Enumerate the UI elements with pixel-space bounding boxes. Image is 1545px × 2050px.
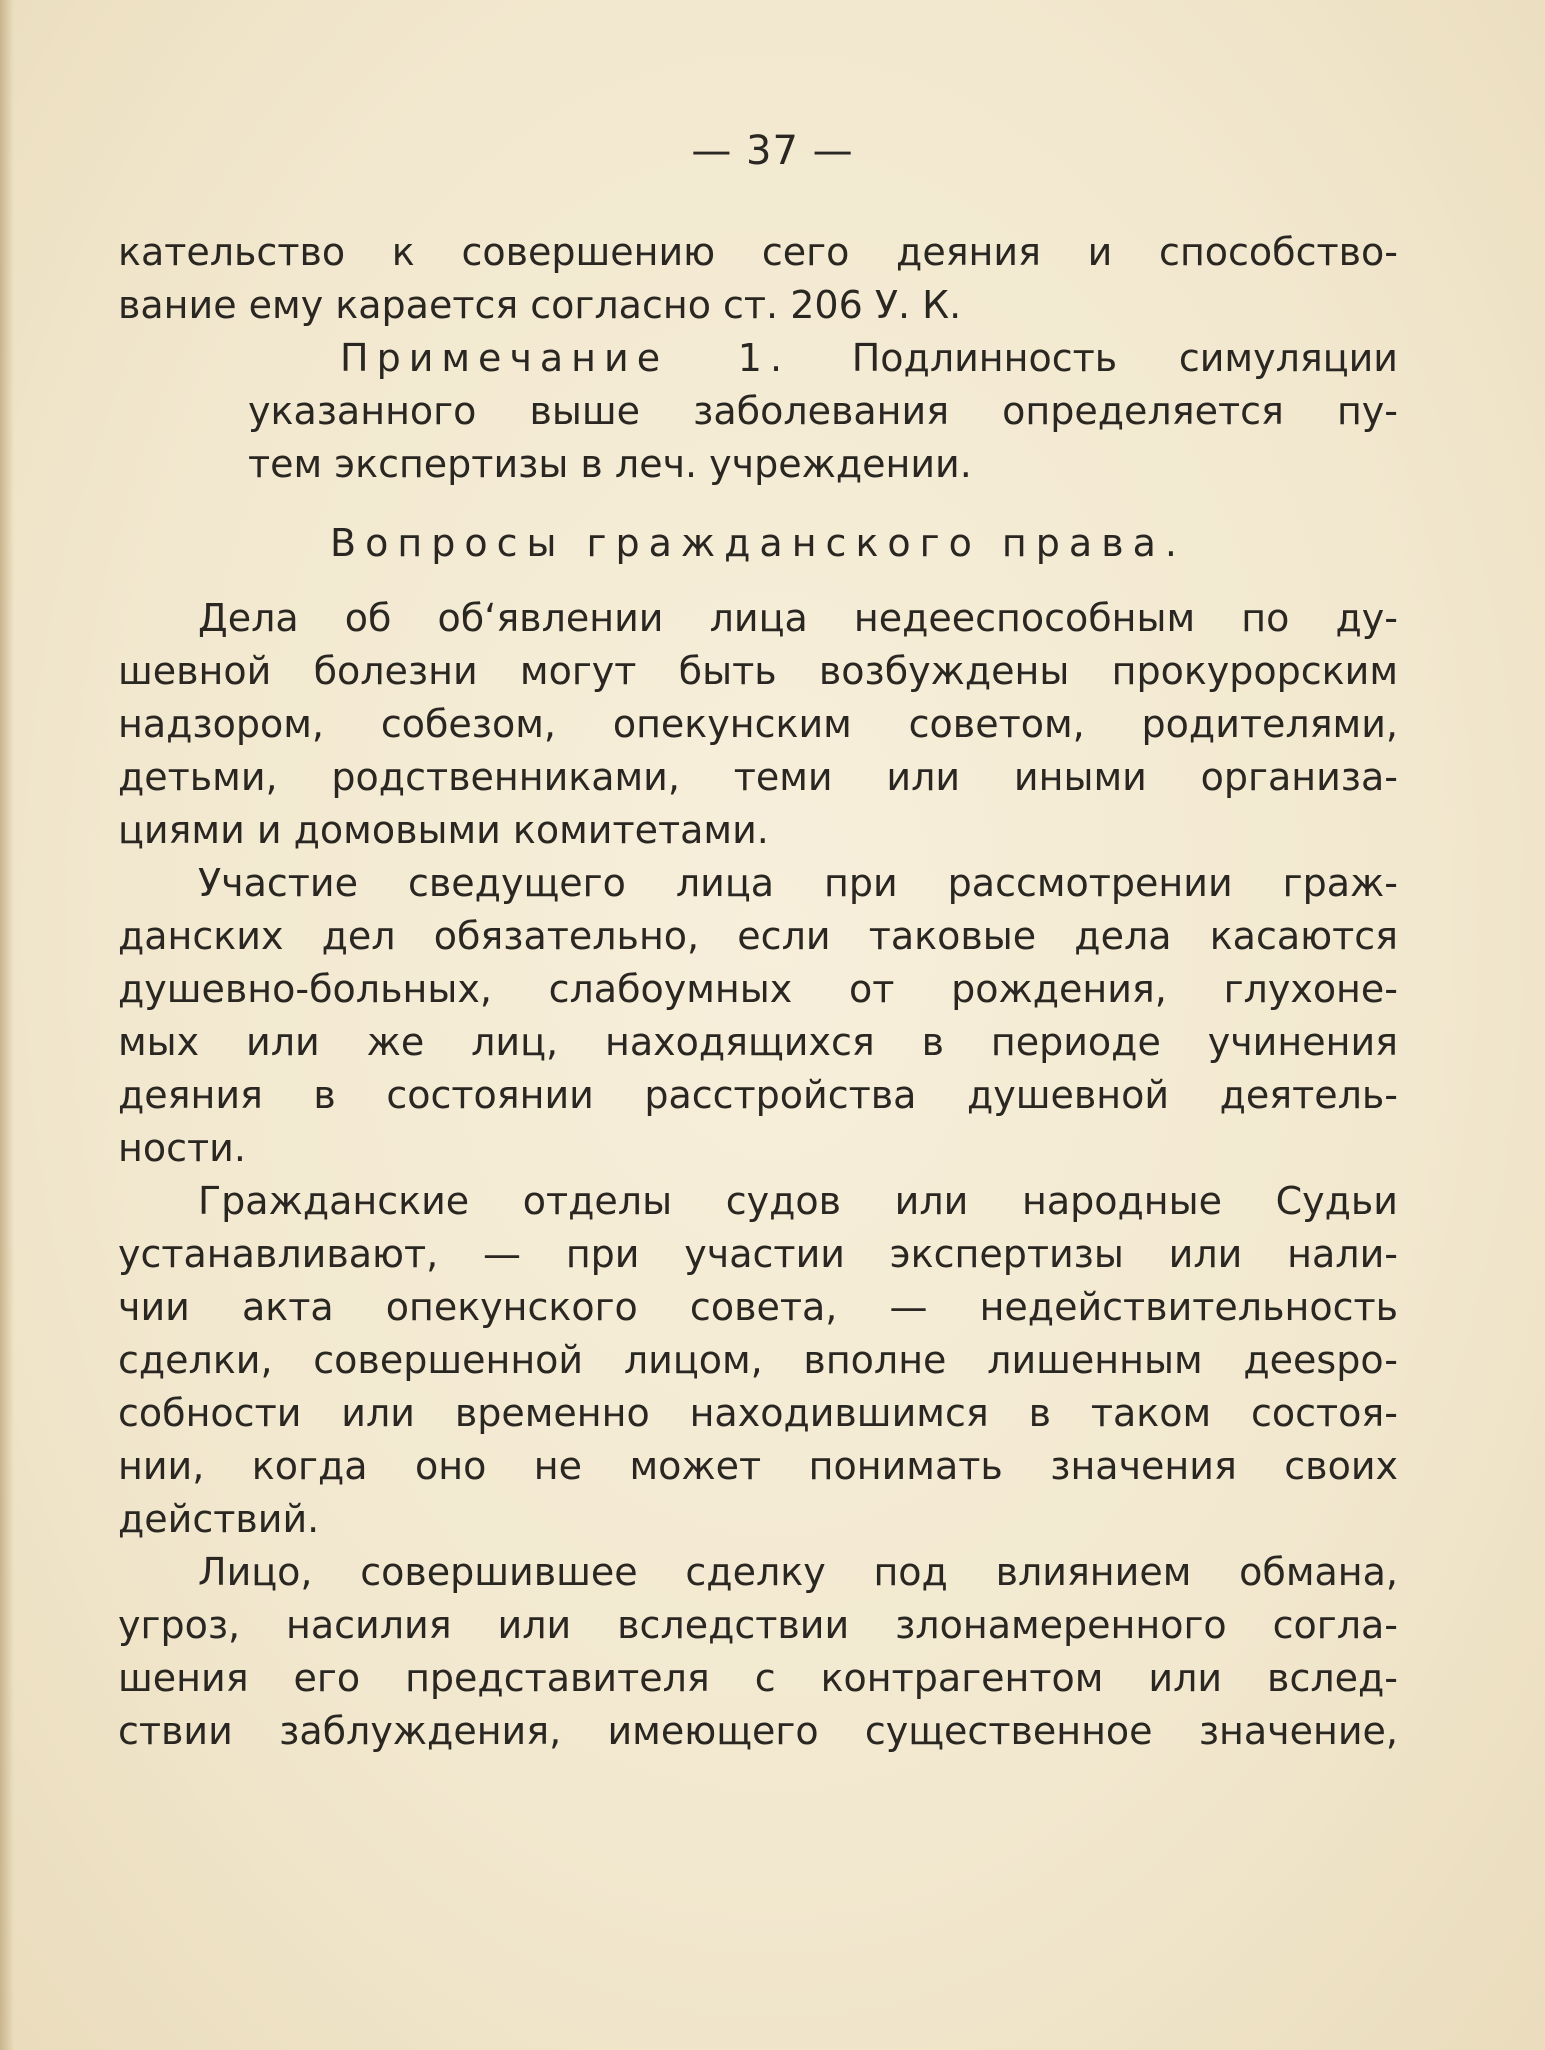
note-first-line [340,332,1398,385]
text-line: Дела об об‘явлении лица недееспособным по ду- [198,596,1398,640]
text-line: надзором, собезом, опекунским советом, родителями, [118,702,1398,746]
text-line: шения его представителя с контрагентом или вслед- [118,1656,1398,1700]
text-line: кательство к совершению сего деяния и способство- [118,230,1398,274]
text-line: мых или же лиц, находящихся в периоде учинения [118,1020,1398,1064]
text-line: сделки, совершенной лицом, вполне лишенным деespo- [118,1338,1398,1382]
paragraph [118,592,1398,857]
text-line: душевно-больных, слабоумных от рождения, глухоне- [118,967,1398,1011]
page-number: — 37 — [691,128,854,174]
note-label: Примечание 1. [340,336,791,380]
text-line: Лицо, совершившее сделку под влиянием обмана, [198,1550,1398,1594]
note-first-line-text: Подлинность симуляции [851,336,1398,380]
text-line: вание ему карается согласно ст. 206 У. К. [118,283,962,327]
text-line: угроз, насилия или вследствии злонамеренного согла- [118,1603,1398,1647]
note-line: указанного выше заболевания определяется пу- [248,389,1398,433]
paragraph [118,1546,1398,1758]
page-edge-shadow [0,0,14,2050]
text-line: ности. [118,1126,246,1170]
text-line: деяния в состоянии расстройства душевной деятель- [118,1073,1398,1117]
text-line: устанавливают, — при участии экспертизы или нали- [118,1232,1398,1276]
text-line: детьми, родственниками, теми или иными организа- [118,755,1398,799]
text-line: действий. [118,1497,320,1541]
text-line: нии, когда оно не может понимать значения своих [118,1444,1398,1488]
section-heading: Вопросы гражданского права. [330,521,1186,565]
text-line: циями и домовыми комитетами. [118,808,769,852]
text-line: ствии заблуждения, имеющего существенное значение, [118,1709,1398,1753]
text-line: Гражданские отделы судов или народные Судьи [198,1179,1398,1223]
page-text [118,226,1398,1758]
text-line: шевной болезни могут быть возбуждены прокурорским [118,649,1398,693]
text-line: Участие сведущего лица при рассмотрении граж- [198,861,1398,905]
paragraph [118,1175,1398,1546]
note-line: тем экспертизы в леч. учреждении. [248,442,972,486]
text-line: собности или временно находившимся в таком состоя- [118,1391,1398,1435]
paragraph [118,857,1398,1175]
text-line: чии акта опекунского совета, — недействительность [118,1285,1398,1329]
text-line: данских дел обязательно, если таковые дела касаются [118,914,1398,958]
